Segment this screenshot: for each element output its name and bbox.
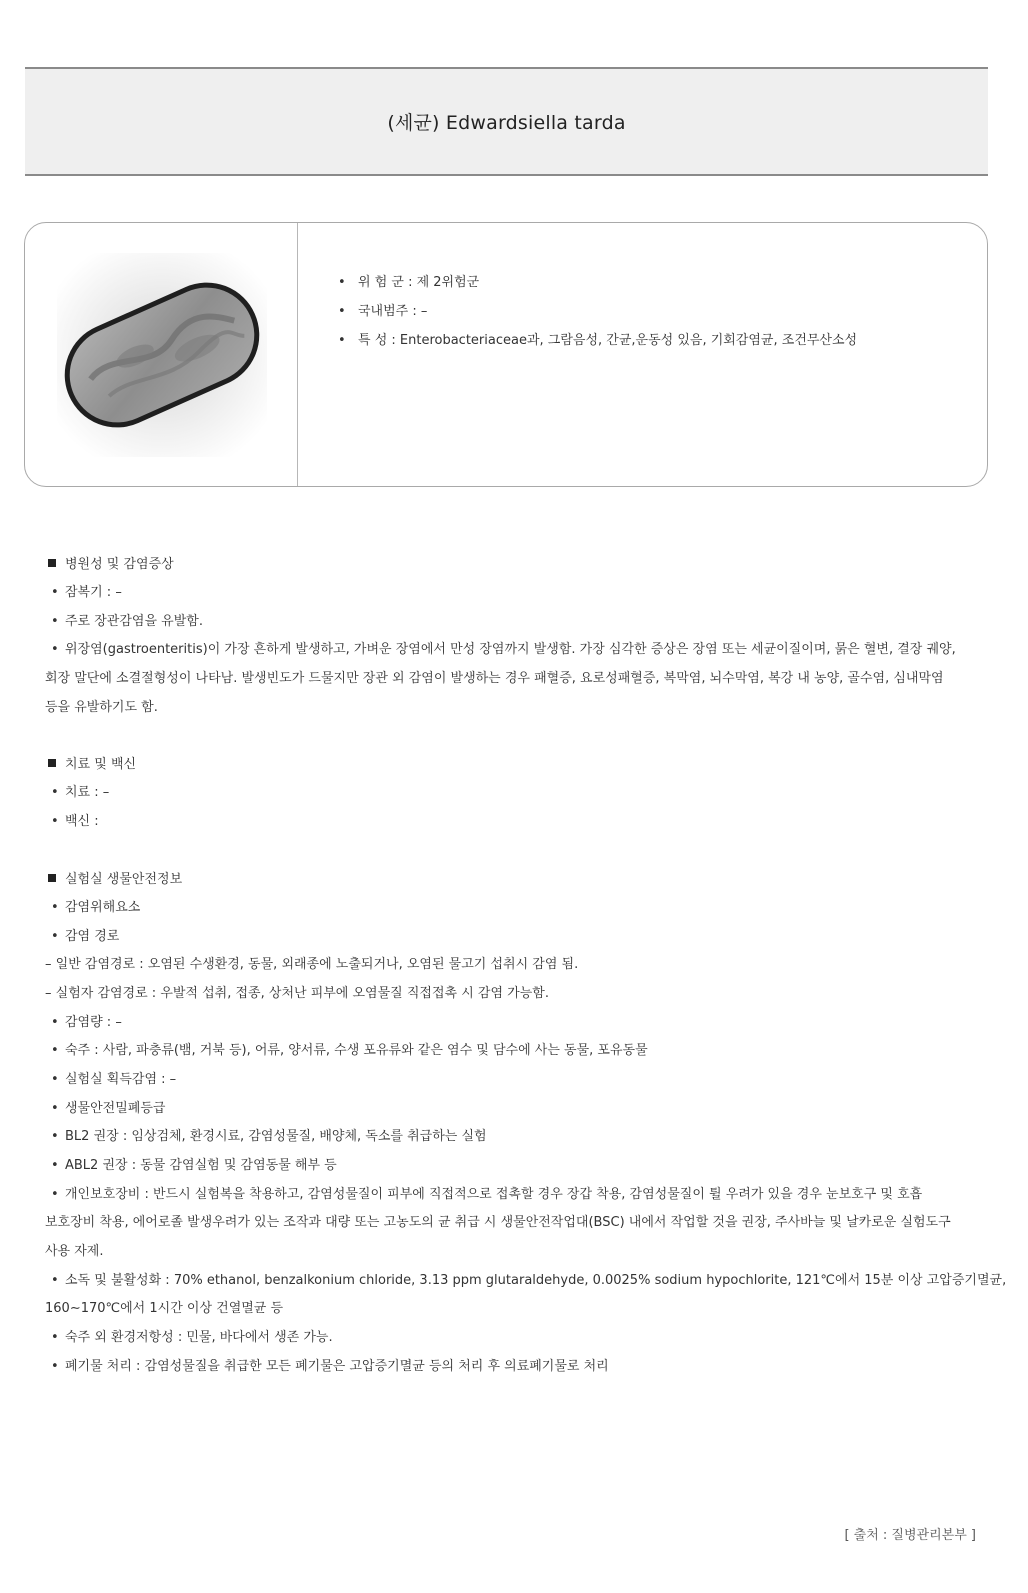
square-bullet-icon [48,759,56,767]
list-item-continuation: 회장 말단에 소결절형성이 나타남. 발생빈도가 드물지만 장관 외 감염이 발생하는 경우 패혈증, 요로성패혈증, 복막염, 뇌수막염, 복강 내 농양, 골수염, 심내막염 [45,671,944,687]
section-heading: 치료 및 백신 [45,750,975,779]
info-list [338,268,857,355]
list-item: • 감염 경로 [51,928,120,944]
list-item: • 소독 및 불활성화 : 70% ethanol, benzalkonium chloride, 3.13 ppm glutaraldehyde, 0.0025% sodium hypochlorite, 121℃에서 15분 이상 고압증기멸균, [51,1272,1007,1288]
micrograph-image [57,253,267,457]
list-item: • 생물안전밀폐등급 [51,1100,166,1116]
source-note: [ 출처 : 질병관리본부 ] [844,1528,976,1543]
list-item-continuation: 160∼170℃에서 1시간 이상 건열멸균 등 [45,1301,284,1317]
list-item-dash: – 실험자 감염경로 : 우발적 섭취, 접종, 상처난 피부에 오염물질 직접접촉 시 감염 가능함. [45,985,549,1001]
list-item: • 백신 : [51,814,99,830]
info-item-characteristics: • 특 성 : Enterobacteriaceae과, 그람음성, 간균,운동성 있음, 기회감염균, 조건무산소성 [338,333,858,348]
list-item: • 잠복기 : – [51,585,122,600]
list-item: • 치료 : – [51,785,110,801]
title-band [25,67,988,176]
square-bullet-icon [48,874,56,882]
card-divider [297,223,298,486]
list-item: • 숙주 : 사람, 파충류(뱀, 거북 등), 어류, 양서류, 수생 포유류와 같은 염수 및 담수에 사는 동물, 포유동물 [51,1043,648,1059]
page-title: (세균) Edwardsiella tarda [387,112,626,134]
list-item: • BL2 권장 : 임상검체, 환경시료, 감염성물질, 배양체, 독소를 취급하는 실험 [51,1129,487,1145]
list-item: • 감염위해요소 [51,899,141,915]
info-item-domestic-category: • 국내범주 : – [338,304,428,319]
document-body [45,550,1007,1382]
list-item-continuation: 등을 유발하기도 함. [45,699,158,715]
section-heading: 실험실 생물안전정보 [45,865,975,894]
list-item: • 감염량 : – [51,1014,122,1030]
list-item: • 개인보호장비 : 반드시 실험복을 착용하고, 감염성물질이 피부에 직접적으로 접촉할 경우 장갑 착용, 감염성물질이 튈 우려가 있을 경우 눈보호구 및 호흡 [51,1186,923,1202]
list-item: • 주로 장관감염을 유발함. [51,613,203,629]
list-item: • 숙주 외 환경저항성 : 민물, 바다에서 생존 가능. [51,1330,333,1346]
square-bullet-icon [48,559,56,567]
list-item-dash: – 일반 감염경로 : 오염된 수생환경, 동물, 외래종에 노출되거나, 오염된 물고기 섭취시 감염 됨. [45,957,579,973]
info-card [24,222,988,487]
list-item: • 위장염(gastroenteritis)이 가장 흔하게 발생하고, 가벼운 장염에서 만성 장염까지 발생함. 가장 심각한 증상은 장염 또는 세균이질이며, 묽은 혈변, 결장 궤양, [51,642,956,658]
section-heading: 병원성 및 감염증상 [45,550,975,579]
list-item-continuation: 사용 자제. [45,1244,104,1260]
list-item: • ABL2 권장 : 동물 감염실험 및 감염동물 해부 등 [51,1158,337,1173]
list-item: • 실험실 획득감염 : – [51,1071,177,1087]
list-item: • 폐기물 처리 : 감염성물질을 취급한 모든 폐기물은 고압증기멸균 등의 처리 후 의료폐기물로 처리 [51,1358,609,1374]
info-item-risk-group: • 위 험 군 : 제 2위험군 [338,275,480,290]
list-item-continuation: 보호장비 착용, 에어로졸 발생우려가 있는 조작과 대량 또는 고농도의 균 취급 시 생물안전작업대(BSC) 내에서 작업할 것을 권장, 주사바늘 및 날카로운 실험도구 [45,1215,951,1231]
